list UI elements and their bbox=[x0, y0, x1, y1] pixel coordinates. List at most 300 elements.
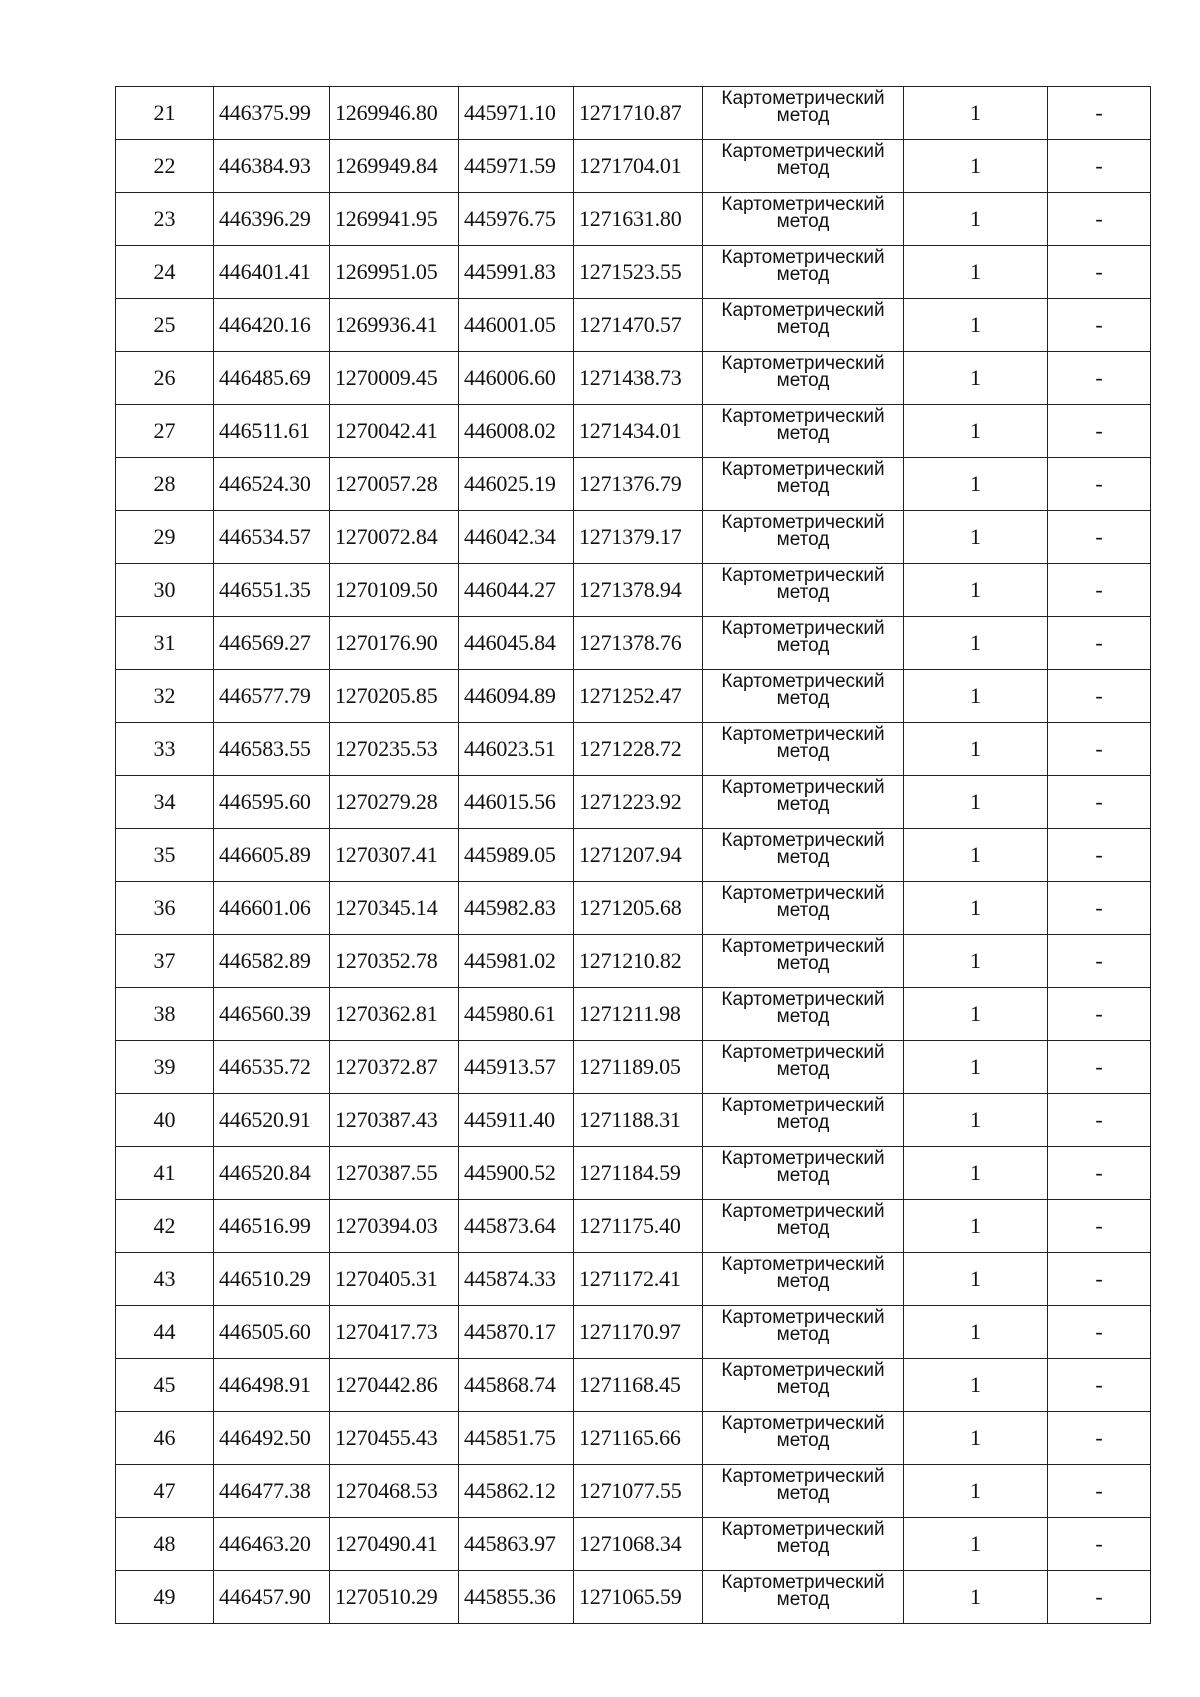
x-coordinate-cell: 446551.35 bbox=[214, 564, 330, 617]
note-cell: - bbox=[1048, 246, 1151, 299]
accuracy-cell: 1 bbox=[904, 617, 1048, 670]
note-cell: - bbox=[1048, 776, 1151, 829]
table-row bbox=[116, 140, 1151, 193]
y-coordinate-cell: 1270468.53 bbox=[330, 1465, 459, 1518]
y-coordinate-cell: 1270455.43 bbox=[330, 1412, 459, 1465]
y-coordinate-cell: 1270009.45 bbox=[330, 352, 459, 405]
accuracy-cell: 1 bbox=[904, 1041, 1048, 1094]
point-number-cell: 30 bbox=[116, 564, 214, 617]
table-body bbox=[116, 87, 1151, 1624]
x-coordinate-2-cell: 445911.40 bbox=[459, 1094, 574, 1147]
accuracy-cell: 1 bbox=[904, 458, 1048, 511]
x-coordinate-cell: 446595.60 bbox=[214, 776, 330, 829]
method-cell bbox=[703, 193, 904, 246]
method-line-2: метод bbox=[776, 1271, 830, 1292]
table-row bbox=[116, 87, 1151, 140]
accuracy-cell: 1 bbox=[904, 246, 1048, 299]
note-cell: - bbox=[1048, 564, 1151, 617]
method-cell bbox=[703, 776, 904, 829]
y-coordinate-2-cell: 1271631.80 bbox=[574, 193, 703, 246]
point-number-cell: 47 bbox=[116, 1465, 214, 1518]
method-cell bbox=[703, 1359, 904, 1412]
method-line-2: метод bbox=[776, 1006, 830, 1027]
method-line-1: Картометрический bbox=[721, 989, 885, 1010]
x-coordinate-2-cell: 445913.57 bbox=[459, 1041, 574, 1094]
y-coordinate-2-cell: 1271189.05 bbox=[574, 1041, 703, 1094]
table-row bbox=[116, 193, 1151, 246]
method-line-2: метод bbox=[776, 794, 830, 815]
accuracy-cell: 1 bbox=[904, 1306, 1048, 1359]
y-coordinate-2-cell: 1271168.45 bbox=[574, 1359, 703, 1412]
x-coordinate-cell: 446384.93 bbox=[214, 140, 330, 193]
y-coordinate-2-cell: 1271170.97 bbox=[574, 1306, 703, 1359]
table-row bbox=[116, 882, 1151, 935]
y-coordinate-cell: 1270057.28 bbox=[330, 458, 459, 511]
y-coordinate-cell: 1270372.87 bbox=[330, 1041, 459, 1094]
x-coordinate-2-cell: 446044.27 bbox=[459, 564, 574, 617]
note-cell: - bbox=[1048, 1359, 1151, 1412]
method-line-2: метод bbox=[776, 211, 830, 232]
x-coordinate-2-cell: 446025.19 bbox=[459, 458, 574, 511]
table-row bbox=[116, 617, 1151, 670]
x-coordinate-2-cell: 446045.84 bbox=[459, 617, 574, 670]
table-row bbox=[116, 988, 1151, 1041]
note-cell: - bbox=[1048, 352, 1151, 405]
point-number-cell: 34 bbox=[116, 776, 214, 829]
method-line-1: Картометрический bbox=[721, 194, 885, 215]
table-row bbox=[116, 1465, 1151, 1518]
table-row bbox=[116, 405, 1151, 458]
method-line-1: Картометрический bbox=[721, 777, 885, 798]
point-number-cell: 44 bbox=[116, 1306, 214, 1359]
table-row bbox=[116, 670, 1151, 723]
method-line-2: метод bbox=[776, 1430, 830, 1451]
note-cell: - bbox=[1048, 670, 1151, 723]
method-line-1: Картометрический bbox=[721, 936, 885, 957]
method-line-2: метод bbox=[776, 1377, 830, 1398]
table-row bbox=[116, 511, 1151, 564]
y-coordinate-cell: 1269946.80 bbox=[330, 87, 459, 140]
method-line-1: Картометрический bbox=[721, 830, 885, 851]
method-line-1: Картометрический bbox=[721, 565, 885, 586]
table-row bbox=[116, 723, 1151, 776]
y-coordinate-2-cell: 1271172.41 bbox=[574, 1253, 703, 1306]
point-number-cell: 23 bbox=[116, 193, 214, 246]
x-coordinate-cell: 446510.29 bbox=[214, 1253, 330, 1306]
y-coordinate-2-cell: 1271165.66 bbox=[574, 1412, 703, 1465]
method-line-2: метод bbox=[776, 1536, 830, 1557]
note-cell: - bbox=[1048, 511, 1151, 564]
accuracy-cell: 1 bbox=[904, 352, 1048, 405]
method-line-2: метод bbox=[776, 1165, 830, 1186]
accuracy-cell: 1 bbox=[904, 1147, 1048, 1200]
x-coordinate-2-cell: 445981.02 bbox=[459, 935, 574, 988]
method-cell bbox=[703, 1147, 904, 1200]
method-cell bbox=[703, 1518, 904, 1571]
accuracy-cell: 1 bbox=[904, 882, 1048, 935]
x-coordinate-2-cell: 446042.34 bbox=[459, 511, 574, 564]
method-line-1: Картометрический bbox=[721, 671, 885, 692]
accuracy-cell: 1 bbox=[904, 405, 1048, 458]
y-coordinate-cell: 1270072.84 bbox=[330, 511, 459, 564]
y-coordinate-cell: 1270405.31 bbox=[330, 1253, 459, 1306]
method-cell bbox=[703, 140, 904, 193]
method-line-1: Картометрический bbox=[721, 141, 885, 162]
method-cell bbox=[703, 670, 904, 723]
method-cell bbox=[703, 1200, 904, 1253]
y-coordinate-cell: 1270235.53 bbox=[330, 723, 459, 776]
x-coordinate-cell: 446375.99 bbox=[214, 87, 330, 140]
table-row bbox=[116, 1147, 1151, 1200]
table-row bbox=[116, 564, 1151, 617]
coordinates-table bbox=[115, 86, 1151, 1624]
accuracy-cell: 1 bbox=[904, 1412, 1048, 1465]
point-number-cell: 48 bbox=[116, 1518, 214, 1571]
y-coordinate-cell: 1270109.50 bbox=[330, 564, 459, 617]
x-coordinate-cell: 446505.60 bbox=[214, 1306, 330, 1359]
method-line-1: Картометрический bbox=[721, 1519, 885, 1540]
y-coordinate-cell: 1270387.43 bbox=[330, 1094, 459, 1147]
method-cell bbox=[703, 1571, 904, 1624]
y-coordinate-2-cell: 1271710.87 bbox=[574, 87, 703, 140]
method-line-1: Картометрический bbox=[721, 1042, 885, 1063]
accuracy-cell: 1 bbox=[904, 988, 1048, 1041]
y-coordinate-2-cell: 1271470.57 bbox=[574, 299, 703, 352]
method-cell bbox=[703, 882, 904, 935]
method-line-1: Картометрический bbox=[721, 406, 885, 427]
table-row bbox=[116, 1359, 1151, 1412]
accuracy-cell: 1 bbox=[904, 723, 1048, 776]
x-coordinate-2-cell: 446006.60 bbox=[459, 352, 574, 405]
x-coordinate-cell: 446420.16 bbox=[214, 299, 330, 352]
method-line-1: Картометрический bbox=[721, 1360, 885, 1381]
method-cell bbox=[703, 458, 904, 511]
x-coordinate-2-cell: 445873.64 bbox=[459, 1200, 574, 1253]
x-coordinate-2-cell: 445868.74 bbox=[459, 1359, 574, 1412]
y-coordinate-cell: 1270417.73 bbox=[330, 1306, 459, 1359]
x-coordinate-2-cell: 445900.52 bbox=[459, 1147, 574, 1200]
method-line-1: Картометрический bbox=[721, 724, 885, 745]
x-coordinate-2-cell: 445851.75 bbox=[459, 1412, 574, 1465]
method-line-2: метод bbox=[776, 105, 830, 126]
x-coordinate-2-cell: 445874.33 bbox=[459, 1253, 574, 1306]
y-coordinate-2-cell: 1271438.73 bbox=[574, 352, 703, 405]
note-cell: - bbox=[1048, 87, 1151, 140]
point-number-cell: 32 bbox=[116, 670, 214, 723]
accuracy-cell: 1 bbox=[904, 1359, 1048, 1412]
method-cell bbox=[703, 352, 904, 405]
point-number-cell: 21 bbox=[116, 87, 214, 140]
y-coordinate-2-cell: 1271077.55 bbox=[574, 1465, 703, 1518]
point-number-cell: 25 bbox=[116, 299, 214, 352]
note-cell: - bbox=[1048, 1253, 1151, 1306]
point-number-cell: 36 bbox=[116, 882, 214, 935]
method-line-2: метод bbox=[776, 1324, 830, 1345]
y-coordinate-cell: 1270362.81 bbox=[330, 988, 459, 1041]
y-coordinate-2-cell: 1271068.34 bbox=[574, 1518, 703, 1571]
accuracy-cell: 1 bbox=[904, 140, 1048, 193]
table-row bbox=[116, 1571, 1151, 1624]
x-coordinate-cell: 446492.50 bbox=[214, 1412, 330, 1465]
method-line-1: Картометрический bbox=[721, 1572, 885, 1593]
table-row bbox=[116, 458, 1151, 511]
method-cell bbox=[703, 564, 904, 617]
accuracy-cell: 1 bbox=[904, 193, 1048, 246]
accuracy-cell: 1 bbox=[904, 1518, 1048, 1571]
method-line-1: Картометрический bbox=[721, 247, 885, 268]
method-line-2: метод bbox=[776, 529, 830, 550]
x-coordinate-cell: 446520.84 bbox=[214, 1147, 330, 1200]
x-coordinate-cell: 446485.69 bbox=[214, 352, 330, 405]
method-line-1: Картометрический bbox=[721, 883, 885, 904]
method-line-1: Картометрический bbox=[721, 1307, 885, 1328]
x-coordinate-cell: 446498.91 bbox=[214, 1359, 330, 1412]
x-coordinate-cell: 446534.57 bbox=[214, 511, 330, 564]
method-line-1: Картометрический bbox=[721, 300, 885, 321]
x-coordinate-cell: 446524.30 bbox=[214, 458, 330, 511]
table-row bbox=[116, 776, 1151, 829]
method-line-2: метод bbox=[776, 476, 830, 497]
y-coordinate-cell: 1270279.28 bbox=[330, 776, 459, 829]
table-row bbox=[116, 1412, 1151, 1465]
x-coordinate-cell: 446582.89 bbox=[214, 935, 330, 988]
method-line-2: метод bbox=[776, 370, 830, 391]
y-coordinate-2-cell: 1271211.98 bbox=[574, 988, 703, 1041]
note-cell: - bbox=[1048, 1041, 1151, 1094]
y-coordinate-2-cell: 1271378.76 bbox=[574, 617, 703, 670]
y-coordinate-2-cell: 1271379.17 bbox=[574, 511, 703, 564]
accuracy-cell: 1 bbox=[904, 935, 1048, 988]
table-row bbox=[116, 299, 1151, 352]
point-number-cell: 41 bbox=[116, 1147, 214, 1200]
method-cell bbox=[703, 1253, 904, 1306]
method-line-1: Картометрический bbox=[721, 1466, 885, 1487]
accuracy-cell: 1 bbox=[904, 299, 1048, 352]
x-coordinate-2-cell: 446015.56 bbox=[459, 776, 574, 829]
point-number-cell: 24 bbox=[116, 246, 214, 299]
method-line-1: Картометрический bbox=[721, 1148, 885, 1169]
x-coordinate-2-cell: 445971.59 bbox=[459, 140, 574, 193]
method-cell bbox=[703, 246, 904, 299]
method-line-1: Картометрический bbox=[721, 459, 885, 480]
x-coordinate-cell: 446535.72 bbox=[214, 1041, 330, 1094]
method-line-1: Картометрический bbox=[721, 1095, 885, 1116]
method-cell bbox=[703, 988, 904, 1041]
table-row bbox=[116, 935, 1151, 988]
x-coordinate-2-cell: 445980.61 bbox=[459, 988, 574, 1041]
accuracy-cell: 1 bbox=[904, 564, 1048, 617]
x-coordinate-cell: 446583.55 bbox=[214, 723, 330, 776]
note-cell: - bbox=[1048, 1306, 1151, 1359]
point-number-cell: 42 bbox=[116, 1200, 214, 1253]
x-coordinate-cell: 446457.90 bbox=[214, 1571, 330, 1624]
method-cell bbox=[703, 1041, 904, 1094]
y-coordinate-2-cell: 1271210.82 bbox=[574, 935, 703, 988]
y-coordinate-cell: 1270205.85 bbox=[330, 670, 459, 723]
table-row bbox=[116, 1306, 1151, 1359]
y-coordinate-cell: 1270510.29 bbox=[330, 1571, 459, 1624]
note-cell: - bbox=[1048, 882, 1151, 935]
method-line-1: Картометрический bbox=[721, 1413, 885, 1434]
x-coordinate-cell: 446401.41 bbox=[214, 246, 330, 299]
method-line-2: метод bbox=[776, 1112, 830, 1133]
y-coordinate-2-cell: 1271228.72 bbox=[574, 723, 703, 776]
note-cell: - bbox=[1048, 193, 1151, 246]
point-number-cell: 29 bbox=[116, 511, 214, 564]
accuracy-cell: 1 bbox=[904, 670, 1048, 723]
note-cell: - bbox=[1048, 617, 1151, 670]
method-cell bbox=[703, 87, 904, 140]
point-number-cell: 39 bbox=[116, 1041, 214, 1094]
point-number-cell: 43 bbox=[116, 1253, 214, 1306]
y-coordinate-2-cell: 1271434.01 bbox=[574, 405, 703, 458]
point-number-cell: 31 bbox=[116, 617, 214, 670]
y-coordinate-2-cell: 1271376.79 bbox=[574, 458, 703, 511]
method-cell bbox=[703, 1306, 904, 1359]
method-cell bbox=[703, 511, 904, 564]
y-coordinate-2-cell: 1271205.68 bbox=[574, 882, 703, 935]
x-coordinate-2-cell: 445870.17 bbox=[459, 1306, 574, 1359]
table-row bbox=[116, 1041, 1151, 1094]
x-coordinate-cell: 446605.89 bbox=[214, 829, 330, 882]
method-line-1: Картометрический bbox=[721, 1201, 885, 1222]
x-coordinate-2-cell: 446023.51 bbox=[459, 723, 574, 776]
note-cell: - bbox=[1048, 1412, 1151, 1465]
method-line-2: метод bbox=[776, 847, 830, 868]
method-line-2: метод bbox=[776, 1589, 830, 1610]
method-line-2: метод bbox=[776, 1218, 830, 1239]
note-cell: - bbox=[1048, 140, 1151, 193]
note-cell: - bbox=[1048, 1094, 1151, 1147]
method-cell bbox=[703, 935, 904, 988]
accuracy-cell: 1 bbox=[904, 829, 1048, 882]
x-coordinate-2-cell: 445971.10 bbox=[459, 87, 574, 140]
x-coordinate-2-cell: 446001.05 bbox=[459, 299, 574, 352]
point-number-cell: 22 bbox=[116, 140, 214, 193]
note-cell: - bbox=[1048, 1518, 1151, 1571]
accuracy-cell: 1 bbox=[904, 1465, 1048, 1518]
method-line-1: Картометрический bbox=[721, 88, 885, 109]
table-row bbox=[116, 1518, 1151, 1571]
point-number-cell: 26 bbox=[116, 352, 214, 405]
method-line-2: метод bbox=[776, 582, 830, 603]
method-line-2: метод bbox=[776, 741, 830, 762]
x-coordinate-cell: 446396.29 bbox=[214, 193, 330, 246]
accuracy-cell: 1 bbox=[904, 1253, 1048, 1306]
method-line-1: Картометрический bbox=[721, 512, 885, 533]
y-coordinate-2-cell: 1271704.01 bbox=[574, 140, 703, 193]
method-cell bbox=[703, 1412, 904, 1465]
table-row bbox=[116, 1094, 1151, 1147]
x-coordinate-cell: 446520.91 bbox=[214, 1094, 330, 1147]
method-line-2: метод bbox=[776, 264, 830, 285]
accuracy-cell: 1 bbox=[904, 1200, 1048, 1253]
y-coordinate-2-cell: 1271223.92 bbox=[574, 776, 703, 829]
x-coordinate-2-cell: 446008.02 bbox=[459, 405, 574, 458]
y-coordinate-cell: 1270352.78 bbox=[330, 935, 459, 988]
point-number-cell: 46 bbox=[116, 1412, 214, 1465]
note-cell: - bbox=[1048, 1200, 1151, 1253]
x-coordinate-2-cell: 445976.75 bbox=[459, 193, 574, 246]
x-coordinate-cell: 446511.61 bbox=[214, 405, 330, 458]
y-coordinate-cell: 1270176.90 bbox=[330, 617, 459, 670]
table-row bbox=[116, 1253, 1151, 1306]
point-number-cell: 28 bbox=[116, 458, 214, 511]
y-coordinate-2-cell: 1271252.47 bbox=[574, 670, 703, 723]
y-coordinate-cell: 1270387.55 bbox=[330, 1147, 459, 1200]
y-coordinate-2-cell: 1271523.55 bbox=[574, 246, 703, 299]
note-cell: - bbox=[1048, 829, 1151, 882]
note-cell: - bbox=[1048, 1465, 1151, 1518]
y-coordinate-cell: 1270490.41 bbox=[330, 1518, 459, 1571]
table-row bbox=[116, 1200, 1151, 1253]
accuracy-cell: 1 bbox=[904, 87, 1048, 140]
x-coordinate-cell: 446463.20 bbox=[214, 1518, 330, 1571]
accuracy-cell: 1 bbox=[904, 776, 1048, 829]
method-cell bbox=[703, 299, 904, 352]
y-coordinate-2-cell: 1271188.31 bbox=[574, 1094, 703, 1147]
x-coordinate-cell: 446577.79 bbox=[214, 670, 330, 723]
x-coordinate-cell: 446560.39 bbox=[214, 988, 330, 1041]
note-cell: - bbox=[1048, 935, 1151, 988]
point-number-cell: 35 bbox=[116, 829, 214, 882]
y-coordinate-cell: 1270307.41 bbox=[330, 829, 459, 882]
point-number-cell: 40 bbox=[116, 1094, 214, 1147]
method-line-2: метод bbox=[776, 158, 830, 179]
y-coordinate-2-cell: 1271175.40 bbox=[574, 1200, 703, 1253]
method-line-1: Картометрический bbox=[721, 618, 885, 639]
y-coordinate-2-cell: 1271378.94 bbox=[574, 564, 703, 617]
x-coordinate-cell: 446569.27 bbox=[214, 617, 330, 670]
y-coordinate-cell: 1269951.05 bbox=[330, 246, 459, 299]
y-coordinate-cell: 1270345.14 bbox=[330, 882, 459, 935]
note-cell: - bbox=[1048, 299, 1151, 352]
point-number-cell: 49 bbox=[116, 1571, 214, 1624]
x-coordinate-2-cell: 445862.12 bbox=[459, 1465, 574, 1518]
x-coordinate-2-cell: 445863.97 bbox=[459, 1518, 574, 1571]
x-coordinate-2-cell: 445991.83 bbox=[459, 246, 574, 299]
method-line-2: метод bbox=[776, 688, 830, 709]
accuracy-cell: 1 bbox=[904, 511, 1048, 564]
x-coordinate-2-cell: 445982.83 bbox=[459, 882, 574, 935]
method-cell bbox=[703, 723, 904, 776]
table-row bbox=[116, 829, 1151, 882]
note-cell: - bbox=[1048, 405, 1151, 458]
y-coordinate-cell: 1269941.95 bbox=[330, 193, 459, 246]
point-number-cell: 45 bbox=[116, 1359, 214, 1412]
y-coordinate-2-cell: 1271207.94 bbox=[574, 829, 703, 882]
note-cell: - bbox=[1048, 988, 1151, 1041]
y-coordinate-cell: 1270442.86 bbox=[330, 1359, 459, 1412]
method-cell bbox=[703, 1465, 904, 1518]
method-cell bbox=[703, 405, 904, 458]
x-coordinate-2-cell: 445989.05 bbox=[459, 829, 574, 882]
note-cell: - bbox=[1048, 723, 1151, 776]
point-number-cell: 37 bbox=[116, 935, 214, 988]
note-cell: - bbox=[1048, 1571, 1151, 1624]
table-row bbox=[116, 352, 1151, 405]
x-coordinate-cell: 446516.99 bbox=[214, 1200, 330, 1253]
x-coordinate-2-cell: 446094.89 bbox=[459, 670, 574, 723]
x-coordinate-cell: 446601.06 bbox=[214, 882, 330, 935]
method-line-2: метод bbox=[776, 900, 830, 921]
x-coordinate-2-cell: 445855.36 bbox=[459, 1571, 574, 1624]
method-line-1: Картометрический bbox=[721, 1254, 885, 1275]
y-coordinate-cell: 1270394.03 bbox=[330, 1200, 459, 1253]
table-row bbox=[116, 246, 1151, 299]
y-coordinate-2-cell: 1271065.59 bbox=[574, 1571, 703, 1624]
method-line-2: метод bbox=[776, 317, 830, 338]
